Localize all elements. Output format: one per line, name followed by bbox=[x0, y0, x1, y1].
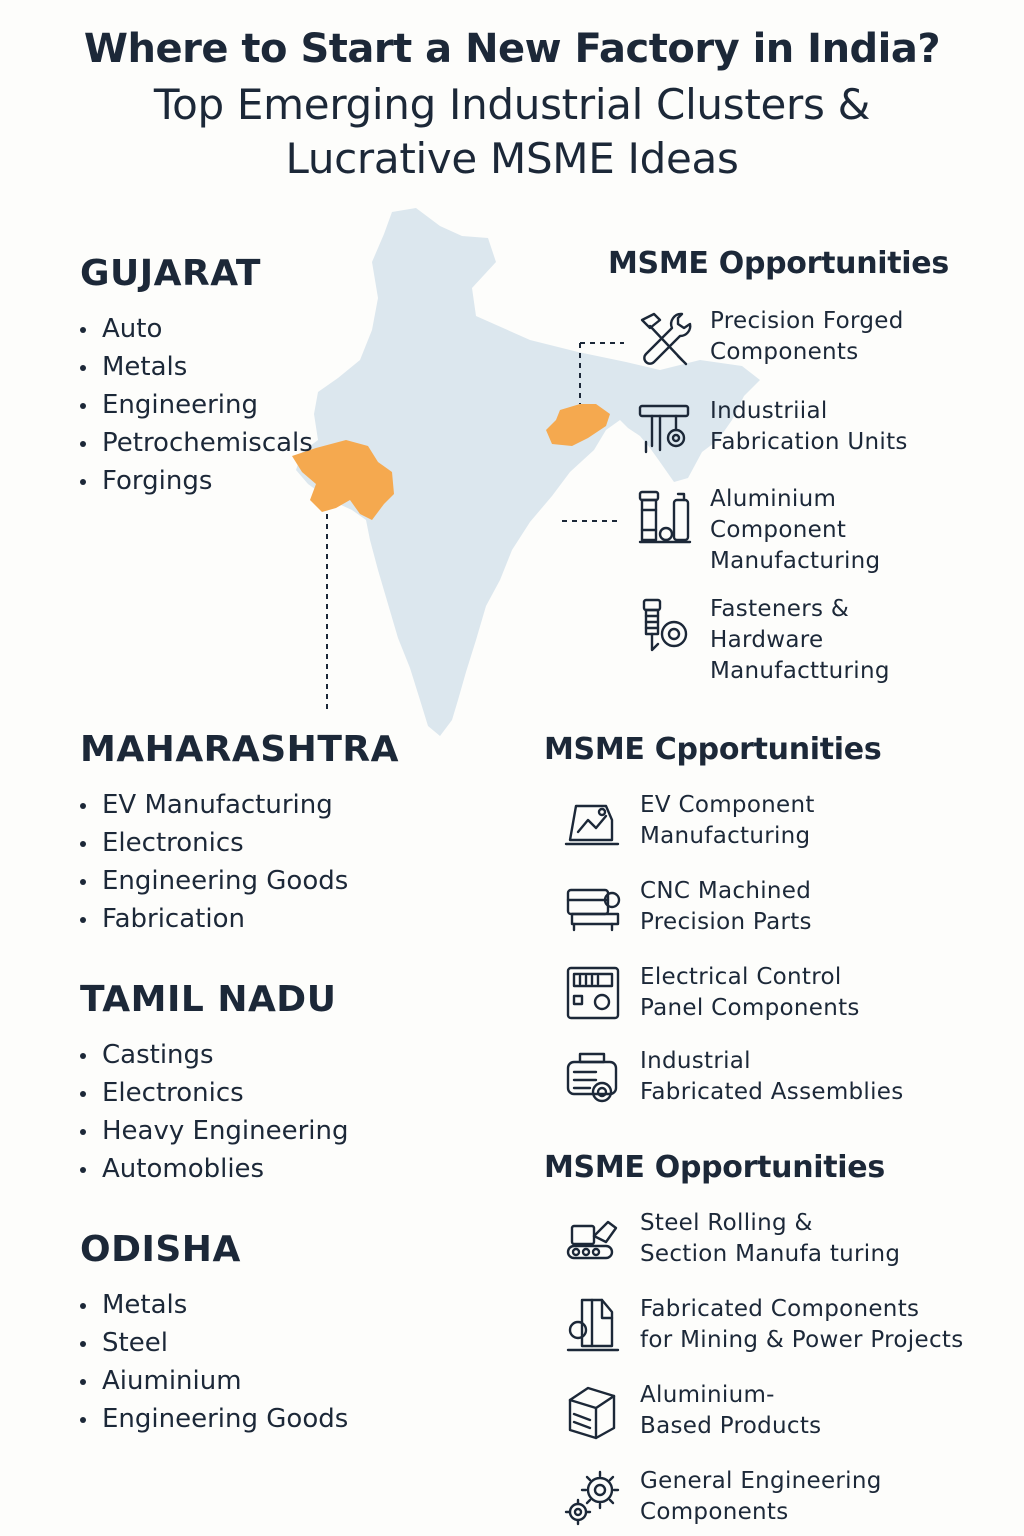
opportunity-item bbox=[562, 1294, 964, 1358]
list-item: Auto bbox=[80, 310, 313, 348]
list-item: Heavy Engineering bbox=[80, 1112, 349, 1150]
opportunity-item bbox=[562, 1380, 821, 1444]
opportunity-label: Fasteners & Hardware Manufactturing bbox=[710, 596, 890, 684]
list-item: Metals bbox=[80, 348, 313, 386]
opportunity-label: Aluminium Component Manufacturing bbox=[710, 486, 881, 574]
opportunity-label: Fabricated Components for Mining & Power Projects bbox=[640, 1296, 964, 1353]
opportunities-heading: MSME Cpportunities bbox=[544, 732, 882, 767]
region-maharashtra bbox=[80, 730, 399, 938]
list-item: Electronics bbox=[80, 824, 399, 862]
fabrication-tool-icon bbox=[632, 396, 696, 460]
list-item: Castings bbox=[80, 1036, 349, 1074]
region-title: GUJARAT bbox=[80, 253, 261, 294]
list-item: Forgings bbox=[80, 462, 313, 500]
industry-list bbox=[80, 786, 399, 938]
title-line-3: Lucrative MSME Ideas bbox=[285, 134, 739, 183]
list-item: Engineering bbox=[80, 386, 313, 424]
control-panel-icon bbox=[562, 962, 626, 1026]
steel-rolling-icon bbox=[562, 1208, 626, 1272]
opportunity-item bbox=[632, 396, 908, 460]
industry-list bbox=[80, 1286, 348, 1438]
list-item: Fabrication bbox=[80, 900, 399, 938]
region-gujarat bbox=[80, 254, 313, 500]
region-title: ODISHA bbox=[80, 1229, 241, 1270]
opportunity-item bbox=[562, 876, 812, 940]
region-odisha bbox=[80, 1230, 348, 1438]
fabricated-assembly-icon bbox=[562, 1046, 626, 1110]
industry-list bbox=[80, 310, 313, 500]
wrench-hammer-icon bbox=[632, 306, 696, 370]
opportunity-item bbox=[562, 1046, 904, 1110]
opportunities-heading: MSME Opportunities bbox=[608, 246, 949, 281]
list-item: Electronics bbox=[80, 1074, 349, 1112]
opportunities-heading: MSME Opportunities bbox=[544, 1150, 885, 1185]
mining-component-icon bbox=[562, 1294, 626, 1358]
cnc-machine-icon bbox=[562, 876, 626, 940]
region-tamil-nadu bbox=[80, 980, 349, 1188]
opportunity-item bbox=[632, 594, 890, 687]
title-line-1: Where to Start a New Factory in India? bbox=[83, 26, 941, 72]
opportunity-item bbox=[632, 306, 904, 370]
list-item: Engineering Goods bbox=[80, 1400, 348, 1438]
ev-component-icon bbox=[562, 790, 626, 854]
opportunity-item bbox=[632, 484, 880, 577]
opportunity-label: Industriial Fabrication Units bbox=[710, 398, 908, 455]
list-item: Metals bbox=[80, 1286, 348, 1324]
region-title: MAHARASHTRA bbox=[80, 729, 399, 770]
opportunity-label: Electrical Control Panel Components bbox=[640, 964, 860, 1021]
opportunity-item bbox=[562, 962, 860, 1026]
opportunity-item bbox=[562, 790, 815, 854]
opportunity-label: Precision Forged Components bbox=[710, 308, 904, 365]
industry-list bbox=[80, 1036, 349, 1188]
opportunity-label: General Engineering Components bbox=[640, 1468, 882, 1525]
fastener-icon bbox=[632, 594, 696, 658]
list-item: EV Manufacturing bbox=[80, 786, 399, 824]
opportunity-item bbox=[562, 1208, 900, 1272]
list-item: Automoblies bbox=[80, 1150, 349, 1188]
opportunity-item bbox=[562, 1466, 882, 1530]
region-title: TAMIL NADU bbox=[80, 979, 337, 1020]
opportunity-label: Aluminium- Based Products bbox=[640, 1382, 822, 1439]
list-item: Aiuminium bbox=[80, 1362, 348, 1400]
list-item: Steel bbox=[80, 1324, 348, 1362]
title-line-2: Top Emerging Industrial Clusters & bbox=[153, 80, 871, 129]
list-item: Engineering Goods bbox=[80, 862, 399, 900]
aluminium-product-icon bbox=[562, 1380, 626, 1444]
list-item: Petrochemiscals bbox=[80, 424, 313, 462]
opportunity-label: EV Component Manufacturing bbox=[640, 792, 815, 849]
opportunity-label: Industrial Fabricated Assemblies bbox=[640, 1048, 904, 1105]
opportunity-label: Steel Rolling & Section Manufa turing bbox=[640, 1210, 901, 1267]
gears-icon bbox=[562, 1466, 626, 1530]
opportunity-label: CNC Machined Precision Parts bbox=[640, 878, 812, 935]
aluminium-cylinders-icon bbox=[632, 484, 696, 548]
